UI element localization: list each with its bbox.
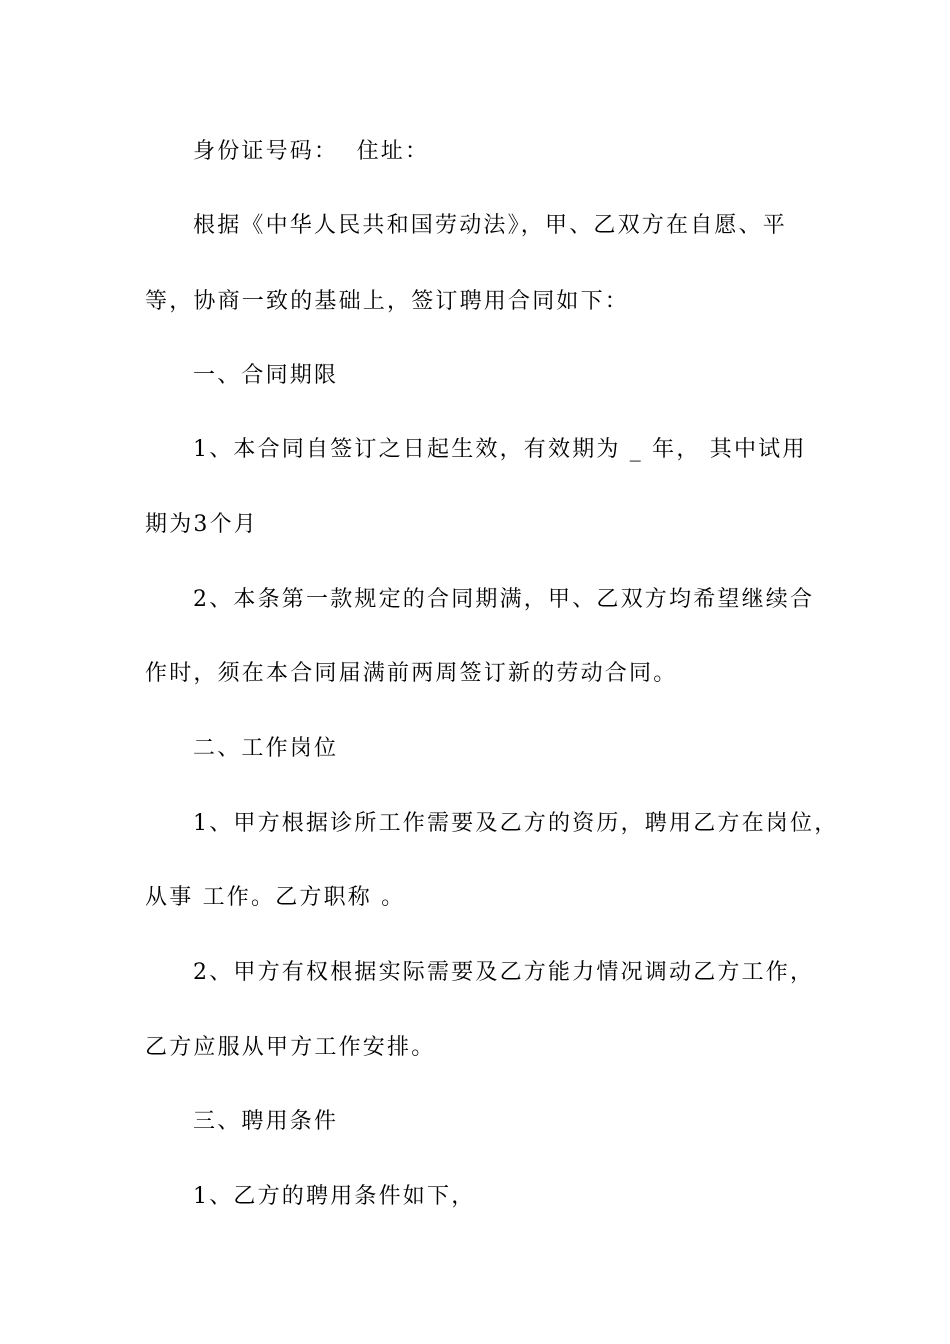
paragraph-line: 等，协商一致的基础上，签订聘用合同如下： bbox=[145, 289, 630, 314]
section-heading: 二、工作岗位 bbox=[193, 736, 339, 761]
id-address-line: 身份证号码： 住址： bbox=[193, 139, 430, 164]
paragraph-line: 根据《中华人民共和国劳动法》，甲、乙双方在自愿、平 bbox=[193, 213, 788, 238]
section-heading: 三、聘用条件 bbox=[193, 1109, 339, 1134]
paragraph-line: 作时，须在本合同届满前两周签订新的劳动合同。 bbox=[145, 661, 678, 686]
paragraph-line: 乙方应服从甲方工作安排。 bbox=[145, 1035, 436, 1060]
section-heading: 一、合同期限 bbox=[193, 363, 339, 388]
paragraph-line: 从事 工作。乙方职称 。 bbox=[145, 885, 406, 910]
paragraph-line: 1、甲方根据诊所工作需要及乙方的资历，聘用乙方在岗位， bbox=[193, 811, 839, 836]
paragraph-line: 期为3个月 bbox=[145, 512, 258, 537]
paragraph-line: 2、本条第一款规定的合同期满，甲、乙双方均希望继续合 bbox=[193, 587, 815, 612]
paragraph-line: 1、乙方的聘用条件如下， bbox=[193, 1184, 476, 1209]
paragraph-line: 2、甲方有权根据实际需要及乙方能力情况调动乙方工作， bbox=[193, 960, 815, 985]
paragraph-line: 1、本合同自签订之日起生效，有效期为 _ 年， 其中试用 bbox=[193, 437, 807, 462]
